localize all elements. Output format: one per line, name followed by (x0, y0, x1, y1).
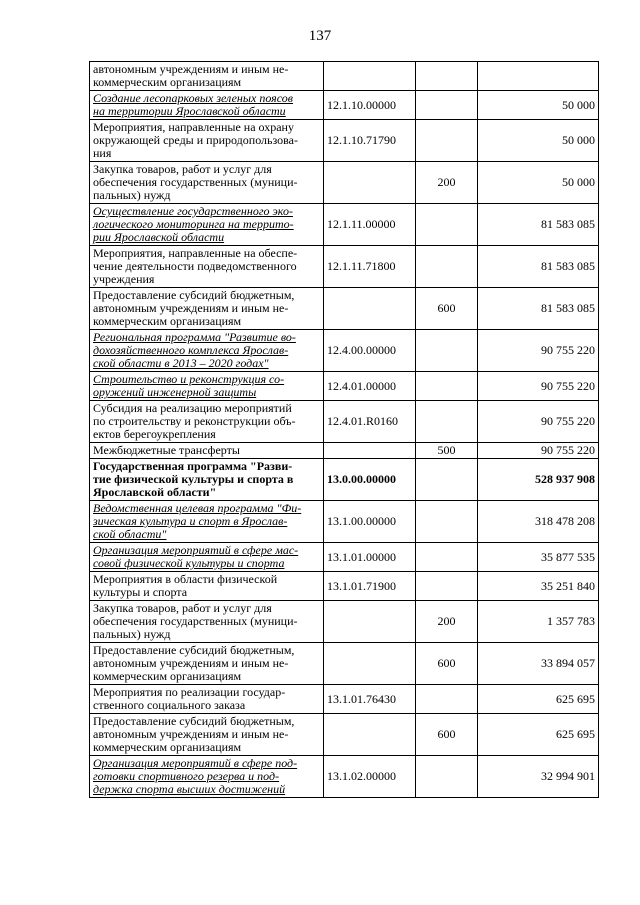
row-name-line: рии Ярославской области (93, 230, 225, 244)
row-expense-type (416, 401, 478, 443)
row-sum: 90 755 220 (478, 372, 599, 401)
row-name-line: зическая культура и спорт в Ярослав- (93, 514, 288, 528)
row-name-line: логического мониторинга на террито- (93, 217, 294, 231)
row-name-line: ственного социального заказа (93, 698, 246, 712)
row-name-line: на территории Ярославской области (93, 104, 286, 118)
table-row (90, 459, 599, 501)
row-name (90, 288, 324, 330)
row-name-line: обеспечения государственных (муници- (93, 175, 298, 189)
row-name-line: Субсидия на реализацию мероприятий (93, 401, 292, 415)
row-name-line: Строительство и реконструкция со- (93, 372, 285, 386)
table-row (90, 643, 599, 685)
row-name (90, 120, 324, 162)
row-sum: 528 937 908 (478, 459, 599, 501)
row-name (90, 643, 324, 685)
row-name-line: ской области" (93, 527, 167, 541)
row-expense-type: 200 (416, 601, 478, 643)
row-name-line: Предоставление субсидий бюджетным, (93, 288, 295, 302)
row-sum (478, 62, 599, 91)
row-sum: 35 877 535 (478, 543, 599, 572)
row-name (90, 372, 324, 401)
row-name-line: Предоставление субсидий бюджетным, (93, 643, 295, 657)
row-sum: 35 251 840 (478, 572, 599, 601)
row-name-line: Ярославской области" (93, 485, 217, 499)
row-name-line: окружающей среды и природопользова- (93, 133, 298, 147)
row-code (324, 643, 416, 685)
row-name-line: Организация мероприятий в сфере под- (93, 756, 298, 770)
row-code: 12.1.11.71800 (324, 246, 416, 288)
row-name-line: коммерческим организациям (93, 314, 242, 328)
row-name-line: пальных) нужд (93, 188, 171, 202)
row-code: 12.1.10.71790 (324, 120, 416, 162)
row-sum: 50 000 (478, 162, 599, 204)
row-name-line: коммерческим организациям (93, 75, 242, 89)
row-expense-type (416, 120, 478, 162)
row-name-line: Закупка товаров, работ и услуг для (93, 162, 272, 176)
row-code: 13.1.01.71900 (324, 572, 416, 601)
row-code (324, 62, 416, 91)
row-sum: 32 994 901 (478, 756, 599, 798)
row-name-line: ектов берегоукрепления (93, 427, 216, 441)
row-code: 13.0.00.00000 (324, 459, 416, 501)
row-expense-type (416, 91, 478, 120)
row-name-line: коммерческим организациям (93, 740, 242, 754)
row-name-line: учреждения (93, 272, 155, 286)
row-sum: 90 755 220 (478, 443, 599, 459)
row-name-line: Ведомственная целевая программа "Фи- (93, 501, 302, 515)
row-code (324, 162, 416, 204)
row-name-line: Организация мероприятий в сфере мас- (93, 543, 299, 557)
row-expense-type (416, 756, 478, 798)
row-code: 12.4.00.00000 (324, 330, 416, 372)
row-name-line: автономным учреждениям и иным не- (93, 656, 289, 670)
row-code (324, 443, 416, 459)
row-sum: 90 755 220 (478, 330, 599, 372)
table-row (90, 204, 599, 246)
table-row (90, 372, 599, 401)
row-name (90, 204, 324, 246)
row-code (324, 714, 416, 756)
table-row (90, 685, 599, 714)
row-name-line: обеспечения государственных (муници- (93, 614, 298, 628)
row-code (324, 288, 416, 330)
row-code: 12.4.01.00000 (324, 372, 416, 401)
row-name-line: автономным учреждениям и иным не- (93, 301, 289, 315)
row-expense-type (416, 204, 478, 246)
row-sum: 1 357 783 (478, 601, 599, 643)
row-expense-type (416, 330, 478, 372)
row-expense-type (416, 246, 478, 288)
row-code: 12.1.11.00000 (324, 204, 416, 246)
row-sum: 50 000 (478, 120, 599, 162)
row-expense-type: 600 (416, 643, 478, 685)
row-name (90, 756, 324, 798)
table-row (90, 120, 599, 162)
table-row (90, 501, 599, 543)
row-name-line: готовки спортивного резерва и под- (93, 769, 280, 783)
row-expense-type (416, 62, 478, 91)
row-expense-type: 600 (416, 714, 478, 756)
row-name-line: автономным учреждениям и иным не- (93, 62, 289, 76)
row-sum: 625 695 (478, 685, 599, 714)
row-name-line: культуры и спорта (93, 585, 188, 599)
row-sum: 318 478 208 (478, 501, 599, 543)
row-sum: 90 755 220 (478, 401, 599, 443)
row-name (90, 459, 324, 501)
row-sum: 50 000 (478, 91, 599, 120)
row-code: 13.1.01.76430 (324, 685, 416, 714)
row-name-line: пальных) нужд (93, 627, 171, 641)
table-row (90, 91, 599, 120)
row-code: 12.1.10.00000 (324, 91, 416, 120)
table-row (90, 62, 599, 91)
row-sum: 33 894 057 (478, 643, 599, 685)
row-name (90, 246, 324, 288)
table-row (90, 572, 599, 601)
table-row (90, 443, 599, 459)
row-expense-type: 500 (416, 443, 478, 459)
row-code: 12.4.01.R0160 (324, 401, 416, 443)
row-code: 13.1.01.00000 (324, 543, 416, 572)
row-expense-type (416, 572, 478, 601)
row-name (90, 330, 324, 372)
row-name-line: Мероприятия, направленные на обеспе- (93, 246, 298, 260)
row-name (90, 714, 324, 756)
row-expense-type (416, 459, 478, 501)
row-sum: 81 583 085 (478, 288, 599, 330)
budget-table (89, 61, 599, 798)
row-name-line: Создание лесопарковых зеленых поясов (93, 91, 293, 105)
row-code (324, 601, 416, 643)
row-name-line: автономным учреждениям и иным не- (93, 727, 289, 741)
row-name (90, 62, 324, 91)
row-name-line: тие физической культуры и спорта в (93, 472, 294, 486)
row-expense-type: 600 (416, 288, 478, 330)
row-sum: 81 583 085 (478, 204, 599, 246)
row-sum: 81 583 085 (478, 246, 599, 288)
row-name (90, 401, 324, 443)
row-name-line: Закупка товаров, работ и услуг для (93, 601, 272, 615)
row-name-line: дохозяйственного комплекса Ярослав- (93, 343, 289, 357)
row-name-line: держка спорта высших достижений (93, 782, 286, 796)
row-name (90, 501, 324, 543)
budget-table-body (90, 62, 599, 798)
row-expense-type (416, 685, 478, 714)
row-name-line: Мероприятия по реализации государ- (93, 685, 286, 699)
row-name (90, 91, 324, 120)
table-row (90, 401, 599, 443)
row-name-line: Государственная программа "Разви- (93, 459, 293, 473)
row-name-line: по строительству и реконструкции объ- (93, 414, 296, 428)
row-code: 13.1.00.00000 (324, 501, 416, 543)
row-name-line: совой физической культуры и спорта (93, 556, 285, 570)
row-name (90, 543, 324, 572)
row-name-line: Предоставление субсидий бюджетным, (93, 714, 295, 728)
row-name-line: ской области в 2013 – 2020 годах" (93, 356, 269, 370)
row-name (90, 572, 324, 601)
table-row (90, 714, 599, 756)
row-expense-type (416, 372, 478, 401)
table-row (90, 288, 599, 330)
row-code: 13.1.02.00000 (324, 756, 416, 798)
row-expense-type (416, 501, 478, 543)
row-name-line: Межбюджетные трансферты (93, 443, 240, 457)
table-row (90, 601, 599, 643)
row-name-line: коммерческим организациям (93, 669, 242, 683)
row-name (90, 685, 324, 714)
row-name-line: ния (93, 146, 112, 160)
row-name (90, 443, 324, 459)
table-row (90, 330, 599, 372)
table-row (90, 543, 599, 572)
row-name (90, 601, 324, 643)
row-name-line: чение деятельности подведомственного (93, 259, 297, 273)
row-sum: 625 695 (478, 714, 599, 756)
row-name-line: Мероприятия, направленные на охрану (93, 120, 294, 134)
table-row (90, 756, 599, 798)
page-number: 137 (308, 28, 332, 44)
row-expense-type (416, 543, 478, 572)
table-row (90, 162, 599, 204)
row-expense-type: 200 (416, 162, 478, 204)
row-name-line: Региональная программа "Развитие во- (93, 330, 296, 344)
row-name-line: Мероприятия в области физической (93, 572, 278, 586)
row-name-line: оружений инженерной защиты (93, 385, 257, 399)
row-name (90, 162, 324, 204)
row-name-line: Осуществление государственного эко- (93, 204, 293, 218)
table-row (90, 246, 599, 288)
